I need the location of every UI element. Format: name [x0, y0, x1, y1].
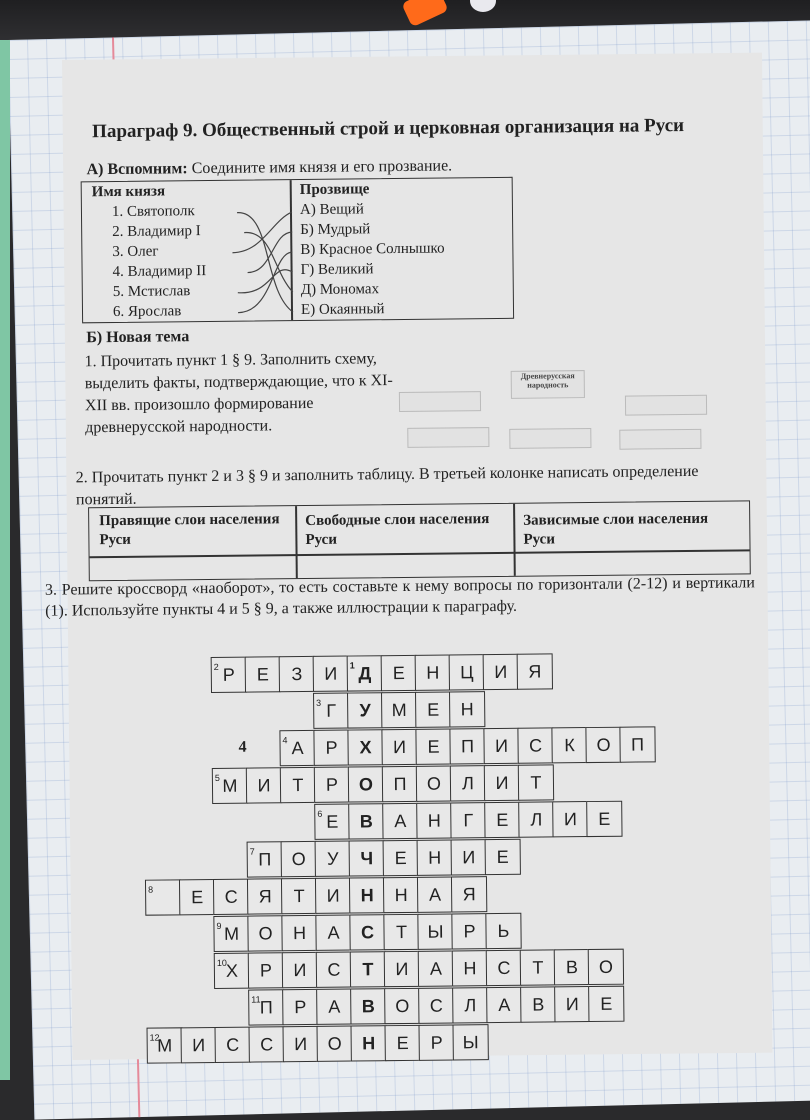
- crossword-cell[interactable]: [279, 656, 315, 692]
- cell-letter: Н: [426, 663, 439, 683]
- crossword-cell[interactable]: [552, 801, 588, 837]
- cell-letter: С: [225, 887, 238, 907]
- cell-letter: Л: [464, 995, 476, 1015]
- crossword-cell[interactable]: [351, 1025, 387, 1061]
- cell-letter: А: [430, 959, 442, 979]
- cell-letter: И: [192, 1035, 205, 1055]
- crossword-cell[interactable]: [381, 655, 417, 691]
- cell-letter: Е: [191, 887, 203, 907]
- cell-letter: Е: [257, 664, 269, 684]
- cell-letter: Т: [530, 773, 541, 793]
- cell-letter: С: [361, 922, 374, 942]
- crossword-cell[interactable]: [212, 768, 248, 804]
- cell-letter: Е: [427, 700, 439, 720]
- crossword-cell[interactable]: [211, 657, 247, 693]
- cell-letter: А: [429, 885, 441, 905]
- crossword-cell[interactable]: [281, 878, 317, 914]
- crossword-cell[interactable]: [452, 987, 488, 1023]
- clue-number: 12: [149, 1021, 159, 1055]
- crossword-cell[interactable]: [483, 654, 519, 690]
- crossword-cell[interactable]: [619, 726, 655, 762]
- cell-letter: З: [291, 664, 302, 684]
- crossword-cell[interactable]: [451, 913, 487, 949]
- clue-number: 2: [214, 650, 219, 684]
- header-free: Свободные слои населения Руси: [305, 510, 505, 550]
- crossword-cell[interactable]: [147, 1027, 183, 1063]
- cell-letter: Е: [600, 994, 612, 1014]
- task-3-text: 3. Решите кроссворд «наоборот», то есть составьте к нему вопросы по горизонтали (2-12) и вертикали (1). Используйте пункты 4 и 5 § 9, а также иллюстрации к параграфу.: [45, 572, 755, 621]
- crossword-cell[interactable]: [518, 764, 554, 800]
- cell-letter: Т: [362, 959, 373, 979]
- clue-number: 8: [148, 873, 153, 907]
- crossword-cell[interactable]: [586, 801, 622, 837]
- nickname: Д) Мономах: [301, 281, 379, 299]
- nickname: А) Вещий: [300, 201, 364, 219]
- cell-letter: Н: [463, 958, 476, 978]
- crossword-cell[interactable]: [316, 989, 352, 1025]
- cell-letter: Т: [294, 886, 305, 906]
- crossword-cell[interactable]: [520, 986, 556, 1022]
- cell-letter: П: [258, 849, 271, 869]
- cell-letter: У: [359, 700, 370, 720]
- cell-letter: Р: [260, 960, 272, 980]
- cell-letter: М: [222, 776, 237, 796]
- section-b-label: Б) Новая тема: [86, 328, 189, 347]
- crossword-cell[interactable]: [280, 767, 316, 803]
- nickname: В) Красное Солнышко: [300, 241, 444, 260]
- cell-letter: И: [564, 809, 577, 829]
- cell-letter: Н: [293, 923, 306, 943]
- crossword-cell[interactable]: [317, 1026, 353, 1062]
- cell-letter: Е: [496, 810, 508, 830]
- cell-letter: Н: [428, 848, 441, 868]
- cell-letter: И: [494, 662, 507, 682]
- crossword-cell[interactable]: [382, 803, 418, 839]
- crossword-cell[interactable]: [415, 728, 451, 764]
- crossword-cell[interactable]: [315, 915, 351, 951]
- crossword-cell[interactable]: [520, 949, 556, 985]
- cell-letter: Л: [462, 773, 474, 793]
- crossword-cell[interactable]: [315, 841, 351, 877]
- clue-number: 10: [217, 946, 227, 980]
- cell-letter: В: [362, 996, 375, 1016]
- crossword-cell[interactable]: [418, 987, 454, 1023]
- crossword-cell[interactable]: [450, 802, 486, 838]
- crossword-cell[interactable]: [384, 951, 420, 987]
- cell-letter: И: [327, 886, 340, 906]
- crossword-cell[interactable]: [249, 1026, 285, 1062]
- crossword-cell[interactable]: [384, 1025, 420, 1061]
- cell-letter: И: [495, 736, 508, 756]
- crossword-cell[interactable]: [449, 728, 485, 764]
- crossword-cell[interactable]: [382, 766, 418, 802]
- crossword-cell[interactable]: [247, 878, 283, 914]
- cell-letter: С: [430, 996, 443, 1016]
- crossword-cell[interactable]: [417, 876, 453, 912]
- crossword-cell[interactable]: [381, 692, 417, 728]
- cell-letter: О: [258, 923, 272, 943]
- crossword-cell[interactable]: [383, 840, 419, 876]
- cell-letter: И: [395, 959, 408, 979]
- prince-name: 2. Владимир I: [112, 223, 201, 241]
- cell-letter: Х: [359, 737, 371, 757]
- scheme-center-label: Древнерусская народность: [521, 371, 575, 389]
- cell-letter: О: [599, 957, 613, 977]
- stray-number-label: 4: [238, 739, 246, 757]
- crossword-cell[interactable]: [418, 1024, 454, 1060]
- crossword-cell[interactable]: [383, 914, 419, 950]
- crossword-cell[interactable]: [316, 952, 352, 988]
- cell-letter: В: [360, 811, 373, 831]
- cell-letter: П: [393, 774, 406, 794]
- crossword-cell[interactable]: [450, 765, 486, 801]
- cell-letter: Н: [362, 1033, 375, 1053]
- crossword-cell[interactable]: [486, 950, 522, 986]
- cell-letter: Г: [326, 701, 336, 721]
- crossword-cell[interactable]: [348, 803, 384, 839]
- crossword-cell[interactable]: [350, 951, 386, 987]
- crossword-cell[interactable]: [347, 729, 383, 765]
- cell-letter: О: [292, 849, 306, 869]
- cell-letter: А: [328, 997, 340, 1017]
- crossword-cell[interactable]: [214, 953, 250, 989]
- clue-number: 11: [251, 982, 261, 1016]
- crossword-cell[interactable]: [145, 879, 181, 915]
- cell-letter: П: [631, 734, 644, 754]
- crossword-cell[interactable]: [486, 987, 522, 1023]
- cell-letter: Н: [428, 811, 441, 831]
- cell-letter: Н: [361, 885, 374, 905]
- section-a-text: Соедините имя князя и его прозвание.: [192, 157, 453, 177]
- crossword-cell[interactable]: [384, 988, 420, 1024]
- crossword-cell[interactable]: [484, 802, 520, 838]
- cell-letter: И: [393, 737, 406, 757]
- crossword-cell[interactable]: [282, 952, 318, 988]
- crossword-cell[interactable]: [245, 656, 281, 692]
- prince-name: 3. Олег: [112, 244, 158, 261]
- crossword-cell[interactable]: [181, 1027, 217, 1063]
- crossword-cell[interactable]: [283, 1026, 319, 1062]
- crossword-cell[interactable]: [281, 841, 317, 877]
- crossword-cell[interactable]: [350, 988, 386, 1024]
- crossword-cell[interactable]: [347, 655, 383, 691]
- cell-letter: И: [324, 664, 337, 684]
- cell-letter: И: [294, 1034, 307, 1054]
- cell-letter: В: [532, 995, 544, 1015]
- cell-letter: Р: [294, 997, 306, 1017]
- task-1-text: 1. Прочитать пункт 1 § 9. Заполнить схему, выделить факты, подтверждающие, что к XI-XII вв. произошло формирование древнерусской народности.: [84, 348, 405, 439]
- crossword-cell[interactable]: [588, 949, 624, 985]
- crossword-cell[interactable]: [452, 950, 488, 986]
- cell-letter: Т: [292, 775, 303, 795]
- clue-number: 7: [249, 835, 254, 869]
- crossword-cell[interactable]: [451, 839, 487, 875]
- cell-letter: С: [327, 960, 340, 980]
- cell-letter: А: [498, 995, 510, 1015]
- crossword-cell[interactable]: [485, 839, 521, 875]
- page-title: Параграф 9. Общественный строй и церковная организация на Руси: [92, 115, 684, 143]
- crossword-cell[interactable]: [247, 841, 283, 877]
- crossword-cell[interactable]: [417, 839, 453, 875]
- crossword-cell[interactable]: [483, 728, 519, 764]
- crossword-cell[interactable]: [418, 950, 454, 986]
- cell-letter: Е: [598, 809, 610, 829]
- col-header-names: Имя князя: [92, 183, 165, 201]
- crossword-cell[interactable]: [517, 653, 553, 689]
- cell-letter: М: [224, 924, 239, 944]
- cell-letter: А: [291, 738, 303, 758]
- crossword-cell[interactable]: [315, 878, 351, 914]
- crossword-cell[interactable]: [485, 913, 521, 949]
- cell-letter: М: [392, 700, 407, 720]
- cell-letter: Ч: [360, 848, 373, 868]
- crossword-cell[interactable]: [417, 913, 453, 949]
- header-dependent: Зависимые слои населения Руси: [523, 509, 743, 549]
- prince-name: 5. Мстислав: [113, 283, 191, 301]
- vertical-clue-number: 1: [350, 648, 355, 682]
- cell-letter: Г: [463, 810, 473, 830]
- crossword-cell[interactable]: [551, 727, 587, 763]
- cell-letter: И: [566, 994, 579, 1014]
- cell-letter: Е: [497, 847, 509, 867]
- cell-letter: Е: [427, 737, 439, 757]
- cell-letter: Д: [358, 663, 371, 683]
- crossword-cell[interactable]: [381, 729, 417, 765]
- crossword-cell[interactable]: [415, 654, 451, 690]
- header-ruling: Правящие слои населения Руси: [99, 510, 289, 550]
- cell-letter: Р: [325, 738, 337, 758]
- section-a-label: А) Вспомним:: [86, 160, 187, 178]
- crossword-cell[interactable]: [451, 876, 487, 912]
- crossword-cell[interactable]: [484, 765, 520, 801]
- cell-letter: И: [462, 847, 475, 867]
- crossword-cell[interactable]: [415, 691, 451, 727]
- crossword-cell[interactable]: [179, 879, 215, 915]
- crossword-cell[interactable]: [452, 1024, 488, 1060]
- cell-letter: Я: [463, 884, 476, 904]
- task-2-text: 2. Прочитать пункт 2 и 3 § 9 и заполнить таблицу. В третьей колонке написать определение понятий.: [76, 460, 736, 511]
- cell-letter: Е: [326, 812, 338, 832]
- cell-letter: Х: [226, 961, 238, 981]
- cell-letter: И: [293, 960, 306, 980]
- crossword-cell[interactable]: [554, 949, 590, 985]
- crossword-cell[interactable]: [554, 986, 590, 1022]
- crossword-cell[interactable]: [314, 804, 350, 840]
- crossword-cell[interactable]: [246, 767, 282, 803]
- crossword-cell[interactable]: [281, 915, 317, 951]
- crossword-cell[interactable]: [349, 914, 385, 950]
- crossword-cell[interactable]: [416, 765, 452, 801]
- cell-letter: И: [495, 773, 508, 793]
- cell-letter: А: [394, 811, 406, 831]
- crossword-cell[interactable]: [416, 802, 452, 838]
- cell-letter: Н: [461, 699, 474, 719]
- cell-letter: М: [157, 1035, 172, 1055]
- cell-letter: К: [564, 735, 575, 755]
- nickname: Е) Окаянный: [301, 301, 385, 319]
- cell-letter: Р: [326, 775, 338, 795]
- prince-name: 1. Святополк: [112, 203, 195, 221]
- cell-letter: С: [529, 736, 542, 756]
- crossword-cell[interactable]: [349, 877, 385, 913]
- cell-letter: О: [359, 774, 373, 794]
- cell-letter: П: [260, 997, 273, 1017]
- crossword-cell[interactable]: [518, 801, 554, 837]
- crossword-cell[interactable]: [248, 989, 284, 1025]
- cell-letter: Н: [395, 885, 408, 905]
- nickname: Б) Мудрый: [300, 221, 370, 239]
- prince-name: 6. Ярослав: [113, 303, 181, 321]
- crossword-cell[interactable]: [247, 915, 283, 951]
- clue-number: 5: [215, 761, 220, 795]
- cell-letter: Т: [532, 958, 543, 978]
- cell-letter: Р: [463, 921, 475, 941]
- crossword-cell[interactable]: [313, 730, 349, 766]
- cell-letter: Л: [530, 810, 542, 830]
- clue-number: 3: [316, 686, 321, 720]
- crossword-cell[interactable]: [348, 766, 384, 802]
- cell-letter: Е: [393, 663, 405, 683]
- nickname: Г) Великий: [301, 261, 374, 279]
- cell-letter: С: [226, 1035, 239, 1055]
- cell-letter: А: [327, 923, 339, 943]
- prince-name: 4. Владимир II: [113, 263, 207, 281]
- cell-letter: Р: [223, 665, 235, 685]
- cell-letter: Ь: [498, 921, 510, 941]
- cell-letter: О: [328, 1034, 342, 1054]
- cell-letter: Ы: [427, 922, 443, 942]
- cell-letter: Я: [259, 886, 272, 906]
- crossword-cell[interactable]: [349, 840, 385, 876]
- cell-letter: У: [327, 849, 339, 869]
- cell-letter: С: [260, 1034, 273, 1054]
- cell-letter: Е: [395, 848, 407, 868]
- crossword-cell[interactable]: [279, 730, 315, 766]
- crossword-cell[interactable]: [282, 989, 318, 1025]
- clue-number: 9: [216, 909, 221, 943]
- cell-letter: О: [427, 774, 441, 794]
- crossword-cell[interactable]: [517, 727, 553, 763]
- crossword-cell[interactable]: [449, 691, 485, 727]
- cell-letter: О: [596, 735, 610, 755]
- cell-letter: Т: [396, 922, 407, 942]
- cell-letter: В: [566, 957, 578, 977]
- crossword-cell[interactable]: [347, 692, 383, 728]
- cell-letter: Р: [431, 1033, 443, 1053]
- crossword-cell[interactable]: [449, 654, 485, 690]
- crossword-cell[interactable]: [585, 727, 621, 763]
- col-header-nicknames: Прозвище: [300, 181, 370, 199]
- cell-letter: Е: [397, 1033, 409, 1053]
- crossword-cell[interactable]: [215, 1027, 251, 1063]
- cell-letter: Ы: [463, 1032, 479, 1052]
- clue-number: 6: [317, 797, 322, 831]
- cell-letter: И: [257, 775, 270, 795]
- cell-letter: Я: [528, 662, 541, 682]
- cell-letter: С: [497, 958, 510, 978]
- crossword-cell[interactable]: [313, 693, 349, 729]
- clue-number: 4: [282, 723, 287, 757]
- cell-letter: О: [395, 996, 409, 1016]
- crossword-cell[interactable]: [383, 877, 419, 913]
- crossword-cell[interactable]: [588, 986, 624, 1022]
- cell-letter: П: [461, 736, 474, 756]
- cell-letter: Ц: [460, 662, 474, 682]
